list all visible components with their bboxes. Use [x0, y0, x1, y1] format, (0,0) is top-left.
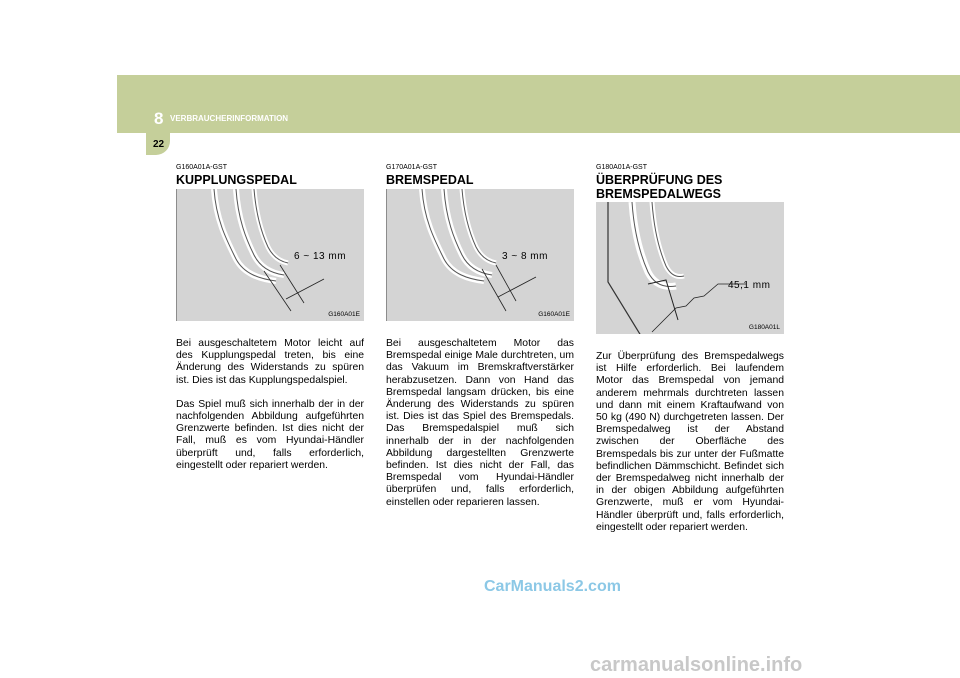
figure-code: G160A01E [538, 311, 570, 318]
brake-travel-figure [596, 202, 784, 334]
brake-play-label: 3 ~ 8 mm [502, 251, 548, 262]
brake-travel-label: 45,1 mm [728, 280, 771, 291]
section-code: G180A01A-GST [596, 164, 647, 171]
clutch-pedal-figure [176, 189, 364, 321]
section-heading: BREMSPEDAL [386, 173, 474, 187]
page-number: 22 [153, 139, 165, 150]
figure-code: G160A01E [328, 311, 360, 318]
pedal-illustration [596, 202, 784, 334]
header-band [117, 75, 960, 133]
figure-code: G180A01L [748, 324, 780, 331]
chapter-number: 8 [154, 109, 164, 128]
section-heading: KUPPLUNGSPEDAL [176, 173, 297, 187]
brake-pedal-text [386, 338, 574, 509]
section-code: G170A01A-GST [386, 164, 437, 171]
clutch-pedal-text [176, 338, 364, 472]
brake-pedal-figure [386, 189, 574, 321]
paragraph: Das Spiel muß sich innerhalb der in der nachfolgenden Abbildung aufgeführten Grenzwerte befinden. Ist dies nicht der Fall, muß es vom Hyundai-Händler überprüft und, falls erforderlich, eingestellt oder repariert werden. [176, 398, 364, 471]
paragraph: Bei ausgeschaltetem Motor leicht auf des Kupplungspedal treten, bis eine Änderung des Widerstands zu spüren ist. Dies ist das Kupplungspedalspiel. [176, 338, 364, 386]
watermark-carmanualsonline[interactable]: carmanualsonline.info [590, 654, 803, 676]
watermark-carmanuals2[interactable]: CarManuals2.com [484, 578, 621, 595]
paragraph: Bei ausgeschaltetem Motor das Bremspedal einige Male durchtreten, um das Vakuum im Bremskraftverstärker herabzusetzen. Dann von Hand das Bremspedal langsam drücken, bis eine Änderung des Widerstands zu spüren ist. Dies ist das Spiel des Bremspedals. Das Bremspedalspiel muß sich innerhalb der in der nachfolgenden Abbildung dargestellten Grenzwerte befinden. Ist dies nicht der Fall, das Bremspedal vom Hyundai-Händler überprüfen und, falls erforderlich, einstellen oder reparieren lassen. [386, 338, 574, 508]
section-brake-pedal [386, 164, 574, 187]
chapter-title: VERBRAUCHERINFORMATION [170, 114, 289, 123]
brake-travel-text [596, 351, 784, 534]
section-heading-line1: ÜBERPRÜFUNG DES [596, 173, 723, 187]
section-code: G160A01A-GST [176, 164, 227, 171]
section-brake-travel [596, 164, 784, 201]
section-clutch-pedal [176, 164, 364, 187]
clutch-play-label: 6 ~ 13 mm [294, 251, 347, 262]
paragraph: Zur Überprüfung des Bremspedalwegs ist Hilfe erforderlich. Bei laufendem Motor das Bremspedal von jemand anderem mehrmals durchtreten lassen und dann mit einem Kraftaufwand von 50 kg (490 N) durchgetreten lassen. Der Bremspedalweg ist der Abstand zwischen der Oberfläche des Bremspedals bis zur unter der Fußmatte befindlichen Dämmschicht. Befindet sich der Bremspedalweg nicht innerhalb der in der obigen Abbildung aufgeführten Grenzwerte, muß er vom Hyundai-Händler überprüft und, falls erforderlich, eingestellt oder repariert werden. [596, 351, 784, 533]
section-heading-line2: BREMSPEDALWEGS [596, 187, 722, 201]
